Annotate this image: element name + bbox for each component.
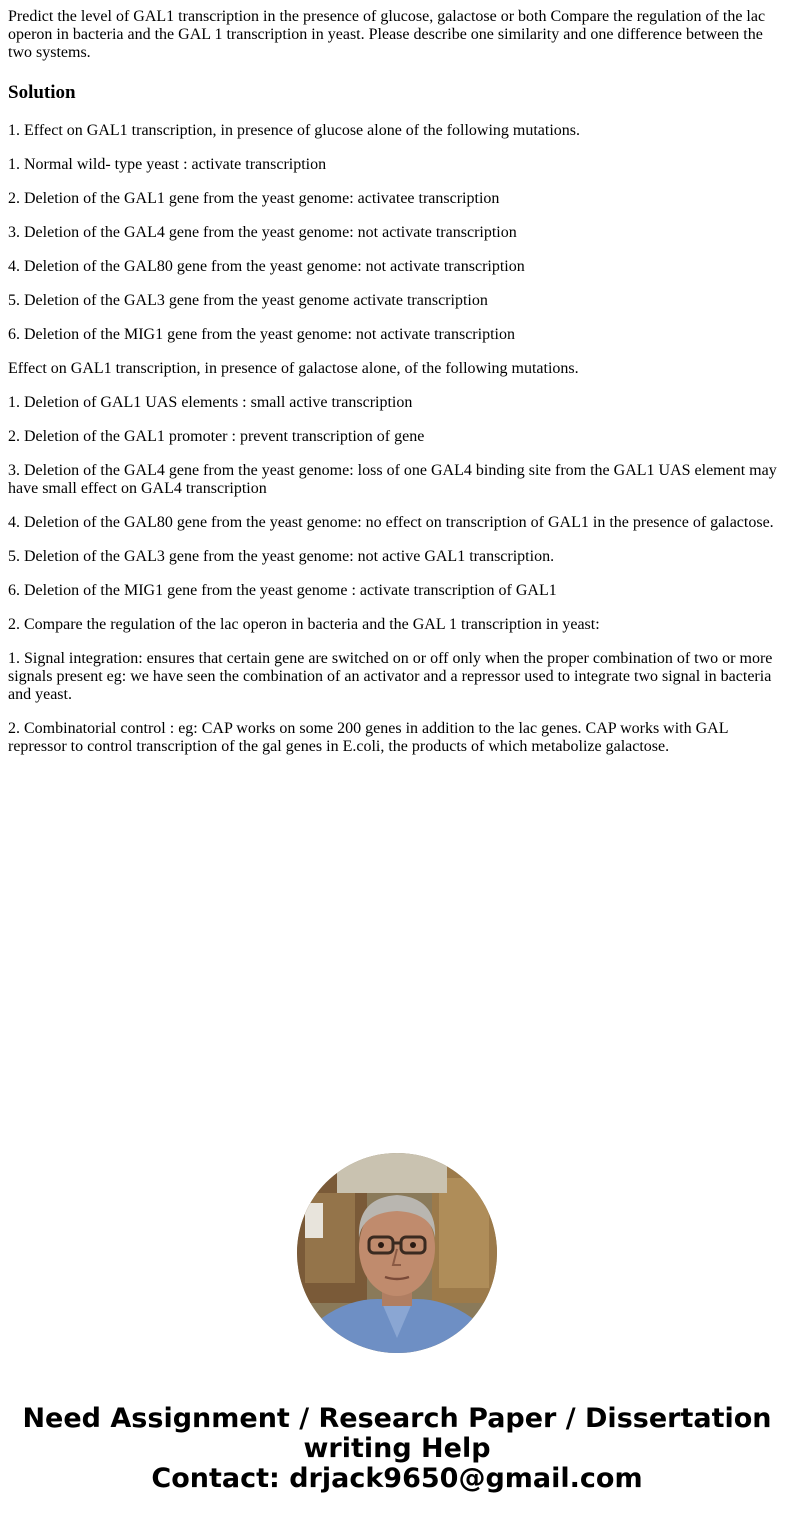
solution-paragraph: 1. Normal wild- type yeast : activate transcription <box>8 156 327 173</box>
author-avatar <box>297 1153 497 1353</box>
solution-paragraph: 6. Deletion of the MIG1 gene from the yeast genome: not activate transcription <box>8 326 515 343</box>
promo-line: Need Assignment / Research Paper / Dissertation <box>22 1403 772 1434</box>
solution-paragraph: 4. Deletion of the GAL80 gene from the yeast genome: not activate transcription <box>8 258 525 275</box>
solution-paragraph: 5. Deletion of the GAL3 gene from the yeast genome activate transcription <box>8 292 488 309</box>
promo-banner <box>0 1404 794 1494</box>
solution-paragraph: 6. Deletion of the MIG1 gene from the yeast genome : activate transcription of GAL1 <box>8 582 557 599</box>
contact-email: Contact: drjack9650@gmail.com <box>151 1463 643 1494</box>
solution-paragraph: 2. Deletion of the GAL1 promoter : prevent transcription of gene <box>8 428 425 445</box>
solution-heading: Solution <box>8 82 76 103</box>
promo-line: writing Help <box>303 1433 491 1464</box>
document-body <box>8 8 784 772</box>
solution-paragraph: 1. Deletion of GAL1 UAS elements : small active transcription <box>8 394 413 411</box>
solution-paragraph: 1. Effect on GAL1 transcription, in presence of glucose alone of the following mutations. <box>8 122 580 139</box>
solution-paragraph: 2. Combinatorial control : eg: CAP works on some 200 genes in addition to the lac genes. CAP works with GAL repressor to control transcription of the gal genes in E.coli, the products of which metabolize galactose. <box>8 720 728 755</box>
solution-paragraph: 5. Deletion of the GAL3 gene from the yeast genome: not active GAL1 transcription. <box>8 548 555 565</box>
question-text: Predict the level of GAL1 transcription in the presence of glucose, galactose or both Compare the regulation of the lac operon in bacteria and the GAL 1 transcription in yeast. Please describe one similarity and one difference between the two systems. <box>8 8 766 61</box>
author-portrait-image <box>297 1153 497 1353</box>
solution-paragraph: 2. Deletion of the GAL1 gene from the yeast genome: activatee transcription <box>8 190 500 207</box>
solution-paragraph: 2. Compare the regulation of the lac operon in bacteria and the GAL 1 transcription in yeast: <box>8 616 600 633</box>
solution-paragraph: 3. Deletion of the GAL4 gene from the yeast genome: loss of one GAL4 binding site from the GAL1 UAS element may have small effect on GAL4 transcription <box>8 462 777 497</box>
solution-paragraph: Effect on GAL1 transcription, in presence of galactose alone, of the following mutations. <box>8 360 579 377</box>
solution-paragraph: 4. Deletion of the GAL80 gene from the yeast genome: no effect on transcription of GAL1 in the presence of galactose. <box>8 514 774 531</box>
solution-paragraph: 3. Deletion of the GAL4 gene from the yeast genome: not activate transcription <box>8 224 517 241</box>
solution-paragraph: 1. Signal integration: ensures that certain gene are switched on or off only when the proper combination of two or more signals present eg: we have seen the combination of an activator and a repressor used to integrate two signal in bacteria and yeast. <box>8 650 773 703</box>
